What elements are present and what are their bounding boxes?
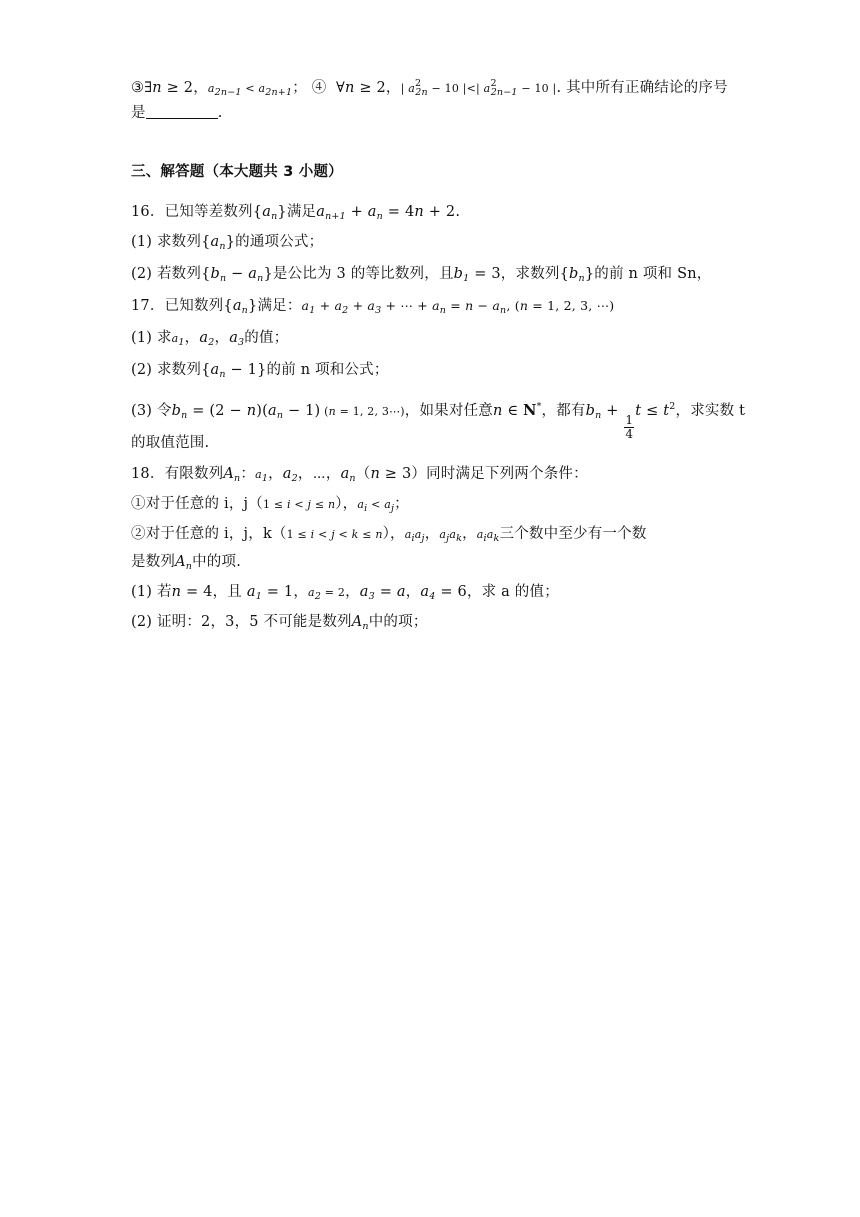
section-3-heading: 三、解答题（本大题共 3 小题） [131,164,343,180]
q15-items-3-4: ③∃n ≥ 2，a2n−1 < a2n+1； ④ ∀n ≥ 2，| a22n − 10 |<| a22n−1 − 10 |. 其中所有正确结论的序号 [131,78,728,98]
q16-part-1: (1) 求数列$\{a_n\}$的通项公式； [131,234,324,252]
q17-part-3: (3) 令$b_n = (2 - n)(a_n - 1) (n = 1$, 2, 3⋯)，如果对任意n ∈ N*，都有$b_n$ + $\frac{1}{4}$ $t \le t^2$，求实数 t [131,401,746,441]
q17-part-2: (2) 求数列$\{a_n - 1\}$的前 n 项和公式； [131,362,389,380]
q16-part-2: (2) 若数列$\{b_n - a_n\}$是公比为 3 的等比数列，且$b_1 = 3$，求数列$\{b_n\}$的前 n 项和 Sn， [131,266,712,284]
q17-stem: 17．已知数列$\{a_n\}$满足：$a_1 + a_2 + a_3$ + ⋯ + $a_n = n - a_n$, (n = 1, 2, 3, ⋯) [131,298,615,316]
item-4-marker: ④ [311,80,327,96]
q18-part-1: (1) 若n = 4，且 $a_1 = 1$，a2 = 2，$a_3 = a$，$a_4 = 6$，求 a 的值； [131,584,559,602]
q18-condition-2-line-2: 是数列$A_n$中的项. [131,554,242,572]
q15-tail-text: . 其中所有正确结论的序号 [556,80,728,96]
q17-part-3-line-2: 的取值范围. [131,435,210,451]
answer-blank[interactable] [146,104,218,119]
q16-stem: 16．已知等差数列$\{a_n\}$满足$a_{n+1} + a_n = 4n + 2$. [131,204,461,222]
q15-answer-line: 是 . [131,105,223,121]
q18-part-2: (2) 证明：2，3，5 不可能是数列$A_n$中的项； [131,614,428,632]
item-3-marker: ③ [131,80,145,96]
q18-stem: 18．有限数列$A_n$：a1，$a_2$，⋯，$a_n(n \ge 3)$同时满足下列两个条件： [131,466,588,484]
q17-part-1: (1) 求a1，$a_2$，$a_3$的值； [131,330,289,348]
q18-condition-2: ②对于任意的 i，j，k（1 ≤ i < j < k ≤ n），aiaj，ajak，aiak三个数中至少有一个数 [131,526,647,544]
q18-condition-1: ①对于任意的 i，j（1 ≤ i < j ≤ n），ai < aj； [131,496,409,514]
